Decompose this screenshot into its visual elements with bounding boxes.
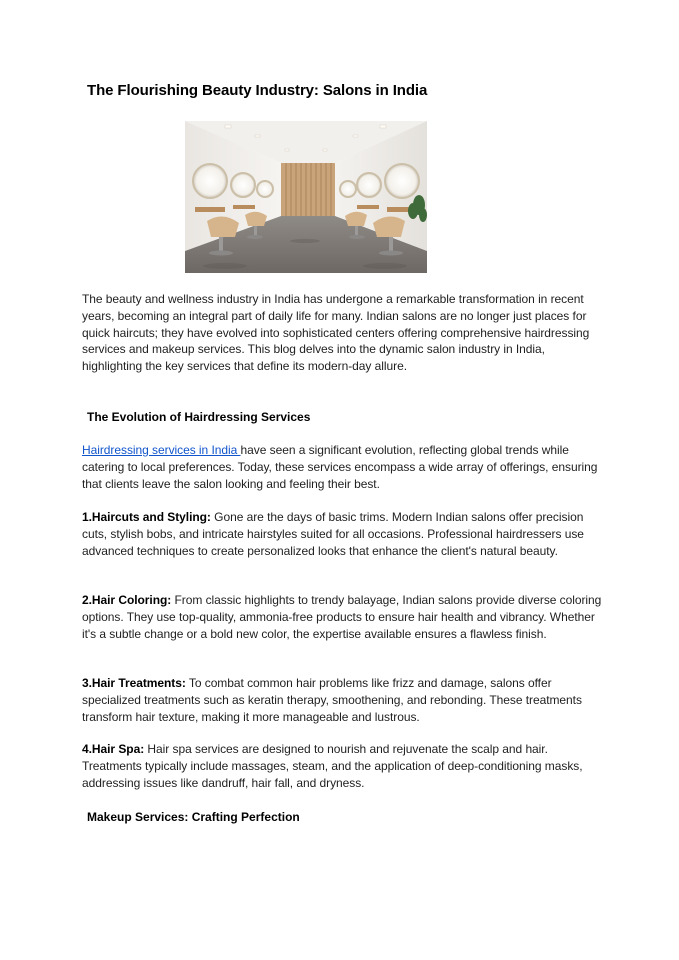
service-hair-coloring (82, 592, 602, 642)
service-lead: 2.Hair Coloring: (82, 593, 172, 607)
service-text: To combat common hair problems like frizz and damage, salons offer specialized treatments such as keratin therapy, smoothening, and rebonding. These treatments transform hair texture, making it more manageable and lustrous. (82, 676, 582, 724)
service-lead: 3.Hair Treatments: (82, 676, 186, 690)
service-text: Hair spa services are designed to nourish and rejuvenate the scalp and hair. Treatments typically include massages, steam, and the application of deep-conditioning masks, addressing issues like dandruff, hair fall, and dryness. (82, 742, 583, 790)
intro-paragraph: The beauty and wellness industry in India has undergone a remarkable transformation in recent years, becoming an integral part of daily life for many. Indian salons are no longer just places for quick haircuts; they have evolved into sophisticated centers offering comprehensive hairdressing services and makeup services. This blog delves into the dynamic salon industry in India, highlighting the key services that define its modern-day allure. (82, 292, 590, 374)
evolution-paragraph (82, 442, 602, 492)
service-hair-treatments (82, 675, 602, 725)
article-title: The Flourishing Beauty Industry: Salons in India (87, 82, 428, 99)
service-lead: 1.Haircuts and Styling: (82, 510, 211, 524)
evolution-paragraph-text: have seen a significant evolution, reflecting global trends while catering to local preferences. Today, these services encompass a wide array of offerings, ensuring that clients leave the salon looking and feeling their best. (82, 443, 598, 491)
section-heading-makeup: Makeup Services: Crafting Perfection (87, 810, 300, 824)
section-heading-evolution: The Evolution of Hairdressing Services (87, 410, 311, 424)
service-text: From classic highlights to trendy balayage, Indian salons provide diverse coloring options. They use top-quality, ammonia-free products to ensure hair health and vibrancy. Whether it's a subtle change or a bold new color, the expertise available ensures a flawless finish. (82, 593, 602, 641)
service-lead: 4.Hair Spa: (82, 742, 145, 756)
hairdressing-services-link[interactable]: Hairdressing services in India (82, 443, 241, 457)
salon-interior-photo (185, 121, 427, 273)
service-text: Gone are the days of basic trims. Modern Indian salons offer precision cuts, stylish bobs, and intricate hairstyles suited for all occasions. Professional hairdressers use advanced techniques to create personalized looks that enhance the client's natural beauty. (82, 510, 584, 558)
service-hair-spa (82, 741, 602, 791)
service-haircuts (82, 509, 602, 559)
